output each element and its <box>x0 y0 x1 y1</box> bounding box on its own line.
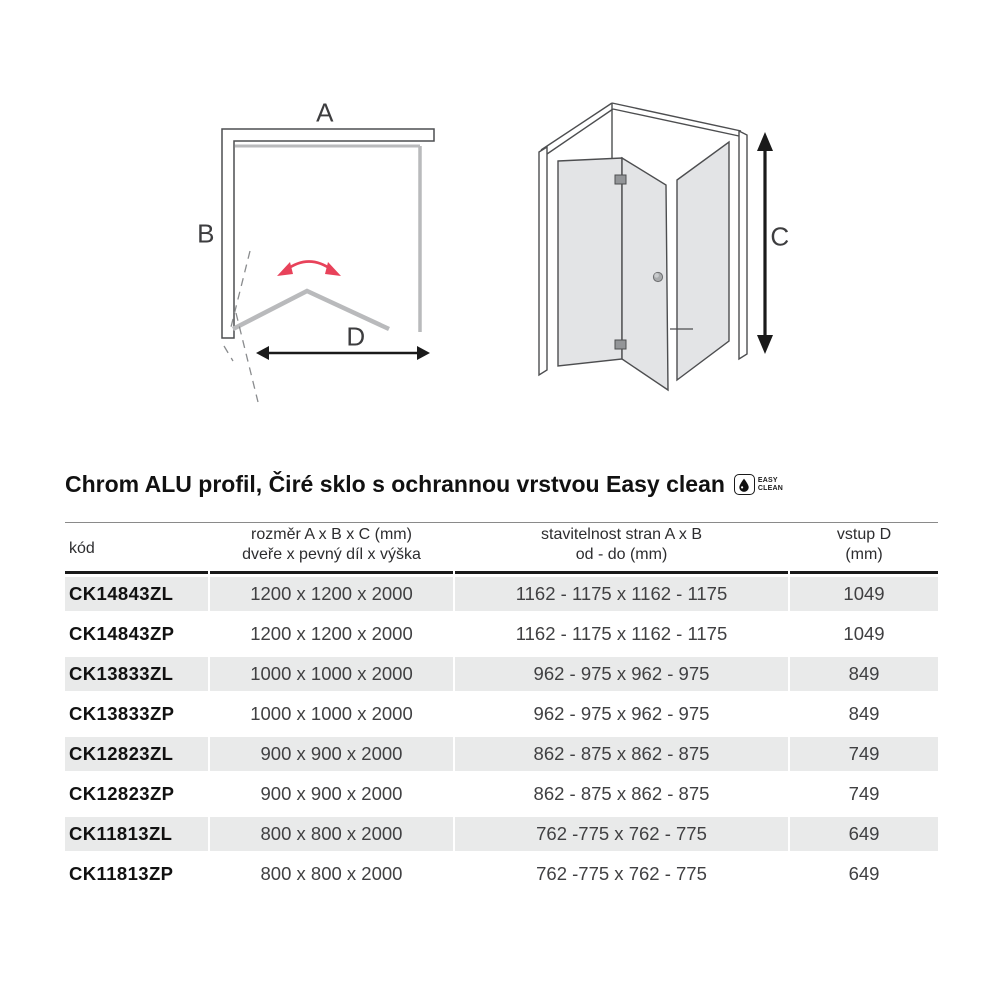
table-row <box>65 774 938 814</box>
table-header-rule <box>65 571 938 574</box>
cell-rozmer: 900 x 900 x 2000 <box>210 737 453 771</box>
cell-rozmer: 800 x 800 x 2000 <box>260 863 403 884</box>
page-title: Chrom ALU profil, Čiré sklo s ochrannou vrstvou Easy clean <box>65 471 725 497</box>
top-view-drawing <box>190 85 450 415</box>
cell-stavitelnost: 762 -775 x 762 - 775 <box>455 817 788 851</box>
dim-label-a: A <box>316 97 334 128</box>
cell-rozmer: 900 x 900 x 2000 <box>260 783 403 804</box>
header-rule-segment <box>210 571 453 574</box>
cell-vstup: 849 <box>790 657 938 691</box>
door-knob-icon <box>653 272 662 281</box>
iso-view-diagram <box>520 88 820 403</box>
table-row <box>65 854 938 894</box>
cell-rozmer: 1000 x 1000 x 2000 <box>210 657 453 691</box>
table-row <box>65 614 938 654</box>
column-header-rozmer: rozměr A x B x C (mm) dveře x pevný díl x výška <box>242 526 421 563</box>
badge-line-1: EASY <box>757 477 778 484</box>
cell-vstup: 849 <box>848 703 880 724</box>
header-rule-segment <box>65 571 208 574</box>
table-row <box>65 654 938 694</box>
title-row <box>65 471 783 498</box>
table-row <box>65 694 938 734</box>
cell-vstup: 749 <box>790 737 938 771</box>
column-header-vstup: vstup D (mm) <box>836 526 892 563</box>
cell-vstup: 1049 <box>843 623 885 644</box>
dim-label-c: C <box>770 221 790 252</box>
easy-clean-label <box>758 477 783 492</box>
table-header-row <box>65 522 938 571</box>
top-view-diagram <box>190 85 450 415</box>
left-wall-profile <box>539 147 547 375</box>
column-header-kod: kód <box>69 540 95 557</box>
cell-rozmer: 1000 x 1000 x 2000 <box>250 703 413 724</box>
cell-kod: CK12823ZP <box>69 783 175 804</box>
dim-label-d: D <box>346 321 366 352</box>
swing-direction-arrow-icon <box>277 262 341 277</box>
right-glass-panel <box>677 142 729 380</box>
cell-kod: CK14843ZL <box>65 577 208 611</box>
cell-vstup: 1049 <box>790 577 938 611</box>
cell-kod: CK13833ZL <box>65 657 208 691</box>
badge-line-2: CLEAN <box>757 484 784 492</box>
frame-edges <box>541 103 741 162</box>
cell-rozmer: 1200 x 1200 x 2000 <box>250 623 413 644</box>
easy-clean-badge <box>734 474 783 495</box>
cell-vstup: 649 <box>790 817 938 851</box>
cell-stavitelnost: 862 - 875 x 862 - 875 <box>455 737 788 771</box>
spec-table <box>65 522 938 894</box>
cell-kod: CK11813ZL <box>65 817 208 851</box>
cell-stavitelnost: 962 - 975 x 962 - 975 <box>455 657 788 691</box>
cell-kod: CK13833ZP <box>69 703 175 724</box>
cell-kod: CK14843ZP <box>69 623 175 644</box>
table-row <box>65 734 938 774</box>
cell-kod: CK11813ZP <box>69 863 174 884</box>
cell-kod: CK12823ZL <box>65 737 208 771</box>
cell-stavitelnost: 1162 - 1175 x 1162 - 1175 <box>455 577 788 611</box>
cell-vstup: 649 <box>848 863 880 884</box>
wall-profile-outline <box>222 129 434 338</box>
cell-rozmer: 1200 x 1200 x 2000 <box>210 577 453 611</box>
dimension-d-arrow <box>256 346 430 360</box>
right-wall-profile <box>739 131 747 359</box>
cell-stavitelnost: 862 - 875 x 862 - 875 <box>533 783 710 804</box>
column-header-stavitelnost: stavitelnost stran A x B od - do (mm) <box>541 526 702 563</box>
water-drop-icon <box>734 474 755 495</box>
cell-rozmer: 800 x 800 x 2000 <box>210 817 453 851</box>
table-row <box>65 574 938 614</box>
header-rule-segment <box>455 571 788 574</box>
header-rule-segment <box>790 571 938 574</box>
dim-label-b: B <box>197 218 215 249</box>
table-body <box>65 574 938 894</box>
cell-stavitelnost: 1162 - 1175 x 1162 - 1175 <box>515 623 728 644</box>
cell-vstup: 749 <box>848 783 880 804</box>
table-row <box>65 814 938 854</box>
cell-stavitelnost: 762 -775 x 762 - 775 <box>536 863 707 884</box>
cell-stavitelnost: 962 - 975 x 962 - 975 <box>533 703 710 724</box>
left-glass-panel <box>558 158 622 366</box>
